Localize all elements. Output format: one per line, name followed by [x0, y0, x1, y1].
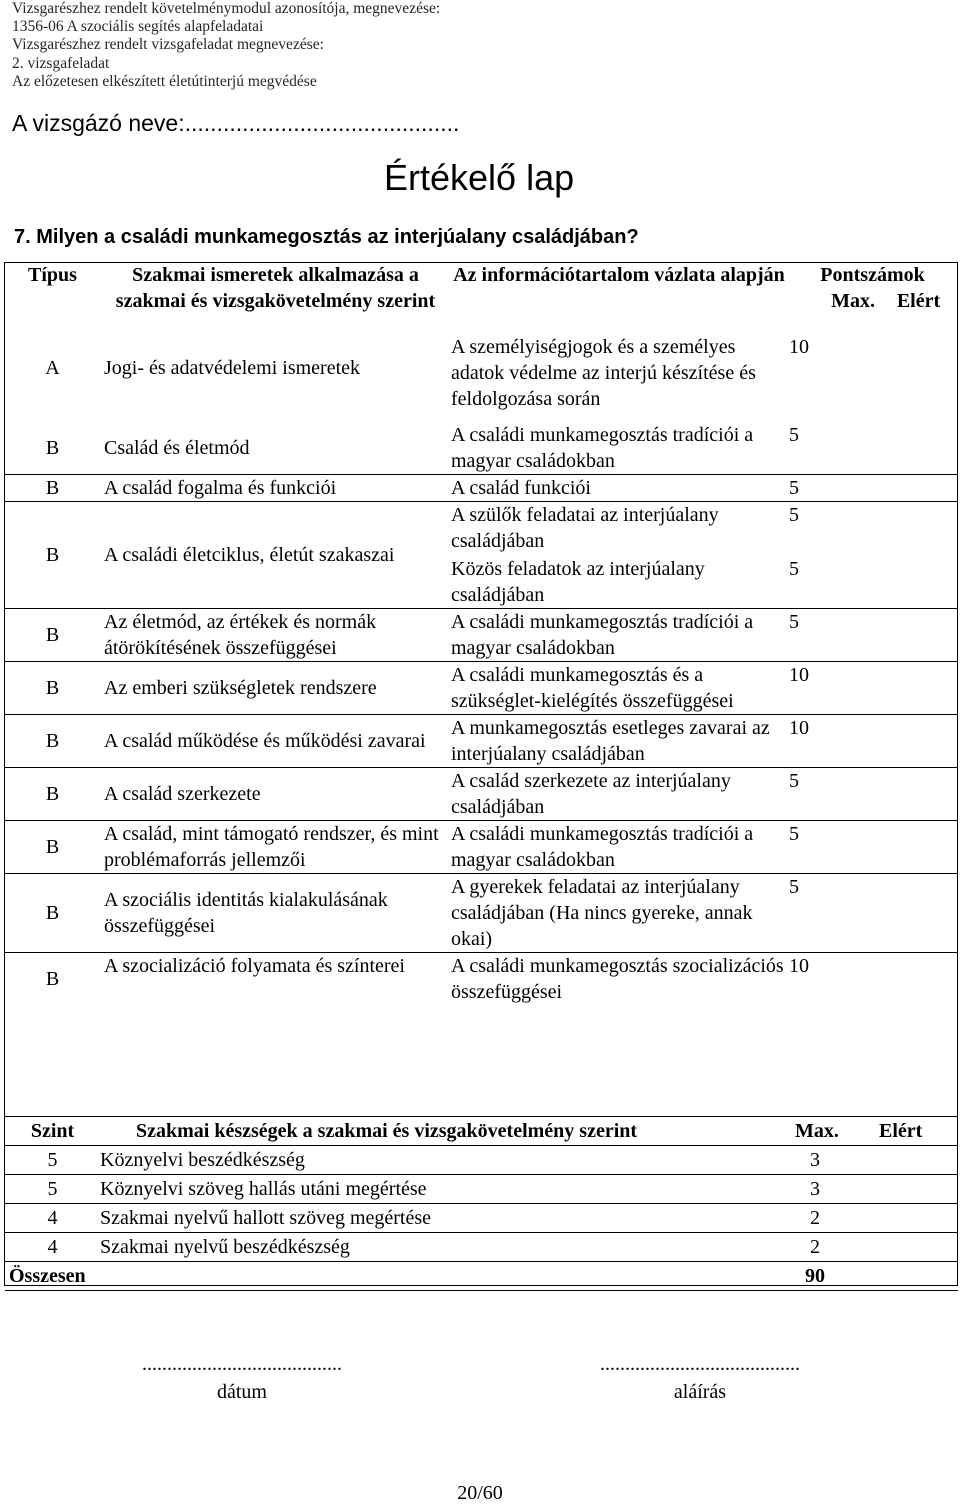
table-row — [5, 874, 958, 953]
row-achieved-points — [879, 715, 958, 768]
total-row — [5, 1262, 958, 1291]
row-content: A családi munkamegosztás tradíciói a magyar családokban — [451, 424, 754, 472]
row-content: A személyiségjogok és a személyes adatok védelme az interjú készítése és feldolgozása során — [451, 336, 756, 410]
header-line: Az előzetesen elkészített életútinterjú megvédése — [12, 72, 317, 90]
skill-name: Köznyelvi szöveg hallás utáni megértése — [100, 1175, 787, 1204]
page-number: 20/60 — [457, 1482, 503, 1504]
skill-max-points: 3 — [787, 1146, 879, 1175]
signature-label: aláírás — [673, 1381, 727, 1403]
skills-table — [5, 1116, 958, 1291]
signature-dots: ........................................ — [600, 1353, 800, 1375]
total-max-points: 90 — [787, 1262, 879, 1291]
row-knowledge: A család működése és működési zavarai — [100, 715, 451, 768]
row-type: B — [45, 437, 60, 459]
row-type: B — [5, 662, 100, 715]
row-knowledge: A család, mint támogató rendszer, és mint problémaforrás jellemzői — [100, 821, 451, 874]
row-type: B — [5, 768, 100, 821]
header-line: Vizsgarészhez rendelt követelménymodul azonosítója, megnevezése: — [12, 0, 441, 17]
row-type: B — [5, 821, 100, 874]
document-header — [12, 0, 440, 91]
row-achieved-points — [879, 554, 958, 609]
row-content: A családi munkamegosztás tradíciói a magyar családokban — [451, 609, 787, 662]
skill-row — [5, 1204, 958, 1233]
skill-achieved-points — [879, 1204, 958, 1233]
skill-achieved-points — [879, 1175, 958, 1204]
row-knowledge: A család szerkezete — [100, 768, 451, 821]
header-line: Vizsgarészhez rendelt vizsgafeladat megnevezése: — [12, 36, 324, 54]
row-max-points: 5 — [789, 424, 799, 446]
row-max-points: 10 — [787, 662, 879, 715]
row-content: A munkamegosztás esetleges zavarai az interjúalany családjában — [451, 715, 787, 768]
row-content: A család szerkezete az interjúalany családjában — [451, 768, 787, 821]
total-label: Összesen — [5, 1262, 787, 1291]
row-content: A családi munkamegosztás tradíciói a magyar családokban — [451, 821, 787, 874]
row-achieved-points — [879, 422, 958, 475]
table-row — [5, 314, 958, 422]
type-header: Típus — [28, 264, 77, 286]
row-max-points: 5 — [787, 874, 879, 953]
skill-row — [5, 1175, 958, 1204]
table-row — [5, 953, 958, 1006]
date-label: dátum — [217, 1381, 267, 1403]
row-achieved-points — [879, 609, 958, 662]
header-line: 1356-06 A szociális segítés alapfeladatai — [12, 18, 264, 36]
table-row — [5, 422, 958, 475]
row-type: B — [5, 609, 100, 662]
table-row — [5, 768, 958, 821]
skill-achieved-points — [879, 1146, 958, 1175]
page-title: Értékelő lap — [384, 157, 575, 198]
table-header-row — [5, 262, 958, 288]
table-row — [5, 502, 958, 555]
skill-max-points: 3 — [787, 1175, 879, 1204]
skill-achieved-header: Elért — [879, 1117, 958, 1146]
skill-achieved-points — [879, 1233, 958, 1262]
skill-level: 4 — [5, 1233, 100, 1262]
row-content: A család funkciói — [451, 475, 787, 502]
row-knowledge: Család és életmód — [104, 437, 250, 459]
row-max-points: 5 — [787, 475, 879, 502]
skill-max-points: 2 — [787, 1233, 879, 1262]
skills-header-row — [5, 1117, 958, 1146]
skill-level: 4 — [5, 1204, 100, 1233]
row-type: B — [5, 715, 100, 768]
skill-name: Szakmai nyelvű beszédkészség — [100, 1233, 787, 1262]
row-achieved-points — [879, 874, 958, 953]
knowledge-header: Szakmai ismeretek alkalmazása a szakmai és vizsgakövetelmény szerint — [115, 264, 436, 312]
content-header: Az információtartalom vázlata alapján — [453, 264, 785, 286]
row-knowledge: Az emberi szükségletek rendszere — [100, 662, 451, 715]
row-content: A gyerekek feladatai az interjúalany családjában (Ha nincs gyereke, annak okai) — [451, 874, 787, 953]
signature-block — [560, 1350, 840, 1406]
header-line: 2. vizsgafeladat — [12, 54, 110, 72]
points-header: Pontszámok — [820, 264, 925, 286]
row-max-points: 10 — [787, 953, 879, 1006]
row-knowledge: A szociális identitás kialakulásának összefüggései — [100, 874, 451, 953]
row-type: B — [5, 475, 100, 502]
row-knowledge: Jogi- és adatvédelemi ismeretek — [104, 357, 361, 379]
row-content: A családi munkamegosztás és a szükséglet-kielégítés összefüggései — [451, 662, 787, 715]
question-heading: 7. Milyen a családi munkamegosztás az interjúalany családjában? — [14, 226, 639, 248]
row-achieved-points — [879, 475, 958, 502]
row-achieved-points — [879, 502, 958, 555]
skill-row — [5, 1233, 958, 1262]
row-type: B — [5, 953, 100, 1006]
row-knowledge: Az életmód, az értékek és normák átörökítésének összefüggései — [100, 609, 451, 662]
row-knowledge: A szocializáció folyamata és színterei — [100, 953, 451, 1006]
date-dots: ........................................ — [142, 1353, 342, 1375]
row-max-points: 5 — [787, 609, 879, 662]
table-row — [5, 609, 958, 662]
level-header: Szint — [5, 1117, 100, 1146]
skill-level: 5 — [5, 1146, 100, 1175]
skill-level: 5 — [5, 1175, 100, 1204]
row-knowledge: A család fogalma és funkciói — [100, 475, 451, 502]
row-max-points: 5 — [787, 768, 879, 821]
date-signature-block — [106, 1350, 378, 1406]
row-type: A — [45, 357, 60, 379]
evaluation-table — [5, 262, 958, 1005]
row-max-points: 10 — [787, 715, 879, 768]
candidate-name-field: A vizsgázó neve:........................................... — [12, 110, 460, 136]
row-max-points: 5 — [787, 821, 879, 874]
row-content: Közös feladatok az interjúalany családjában — [451, 558, 705, 606]
row-achieved-points — [879, 662, 958, 715]
row-max-points: 10 — [789, 336, 809, 358]
row-type: B — [5, 502, 100, 609]
row-achieved-points — [879, 768, 958, 821]
skill-name: Köznyelvi beszédkészség — [100, 1146, 787, 1175]
max-header: Max. — [831, 290, 875, 312]
achieved-header: Elért — [896, 290, 941, 312]
skill-max-points: 2 — [787, 1204, 879, 1233]
row-achieved-points — [879, 314, 958, 422]
table-row — [5, 662, 958, 715]
skill-header: Szakmai készségek a szakmai és vizsgakövetelmény szerint — [100, 1117, 787, 1146]
table-row — [5, 475, 958, 502]
table-row — [5, 821, 958, 874]
row-achieved-points — [879, 953, 958, 1006]
skill-row — [5, 1146, 958, 1175]
table-row — [5, 715, 958, 768]
skill-name: Szakmai nyelvű hallott szöveg megértése — [100, 1204, 787, 1233]
skill-max-header: Max. — [787, 1117, 879, 1146]
row-type: B — [5, 874, 100, 953]
total-achieved-points — [879, 1262, 958, 1291]
row-max-points: 5 — [789, 558, 799, 580]
row-content: A családi munkamegosztás szocializációs összefüggései — [451, 953, 787, 1006]
row-max-points: 5 — [787, 502, 879, 555]
row-content: A szülők feladatai az interjúalany családjában — [451, 502, 787, 555]
row-achieved-points — [879, 821, 958, 874]
row-knowledge: A családi életciklus, életút szakaszai — [100, 502, 451, 609]
